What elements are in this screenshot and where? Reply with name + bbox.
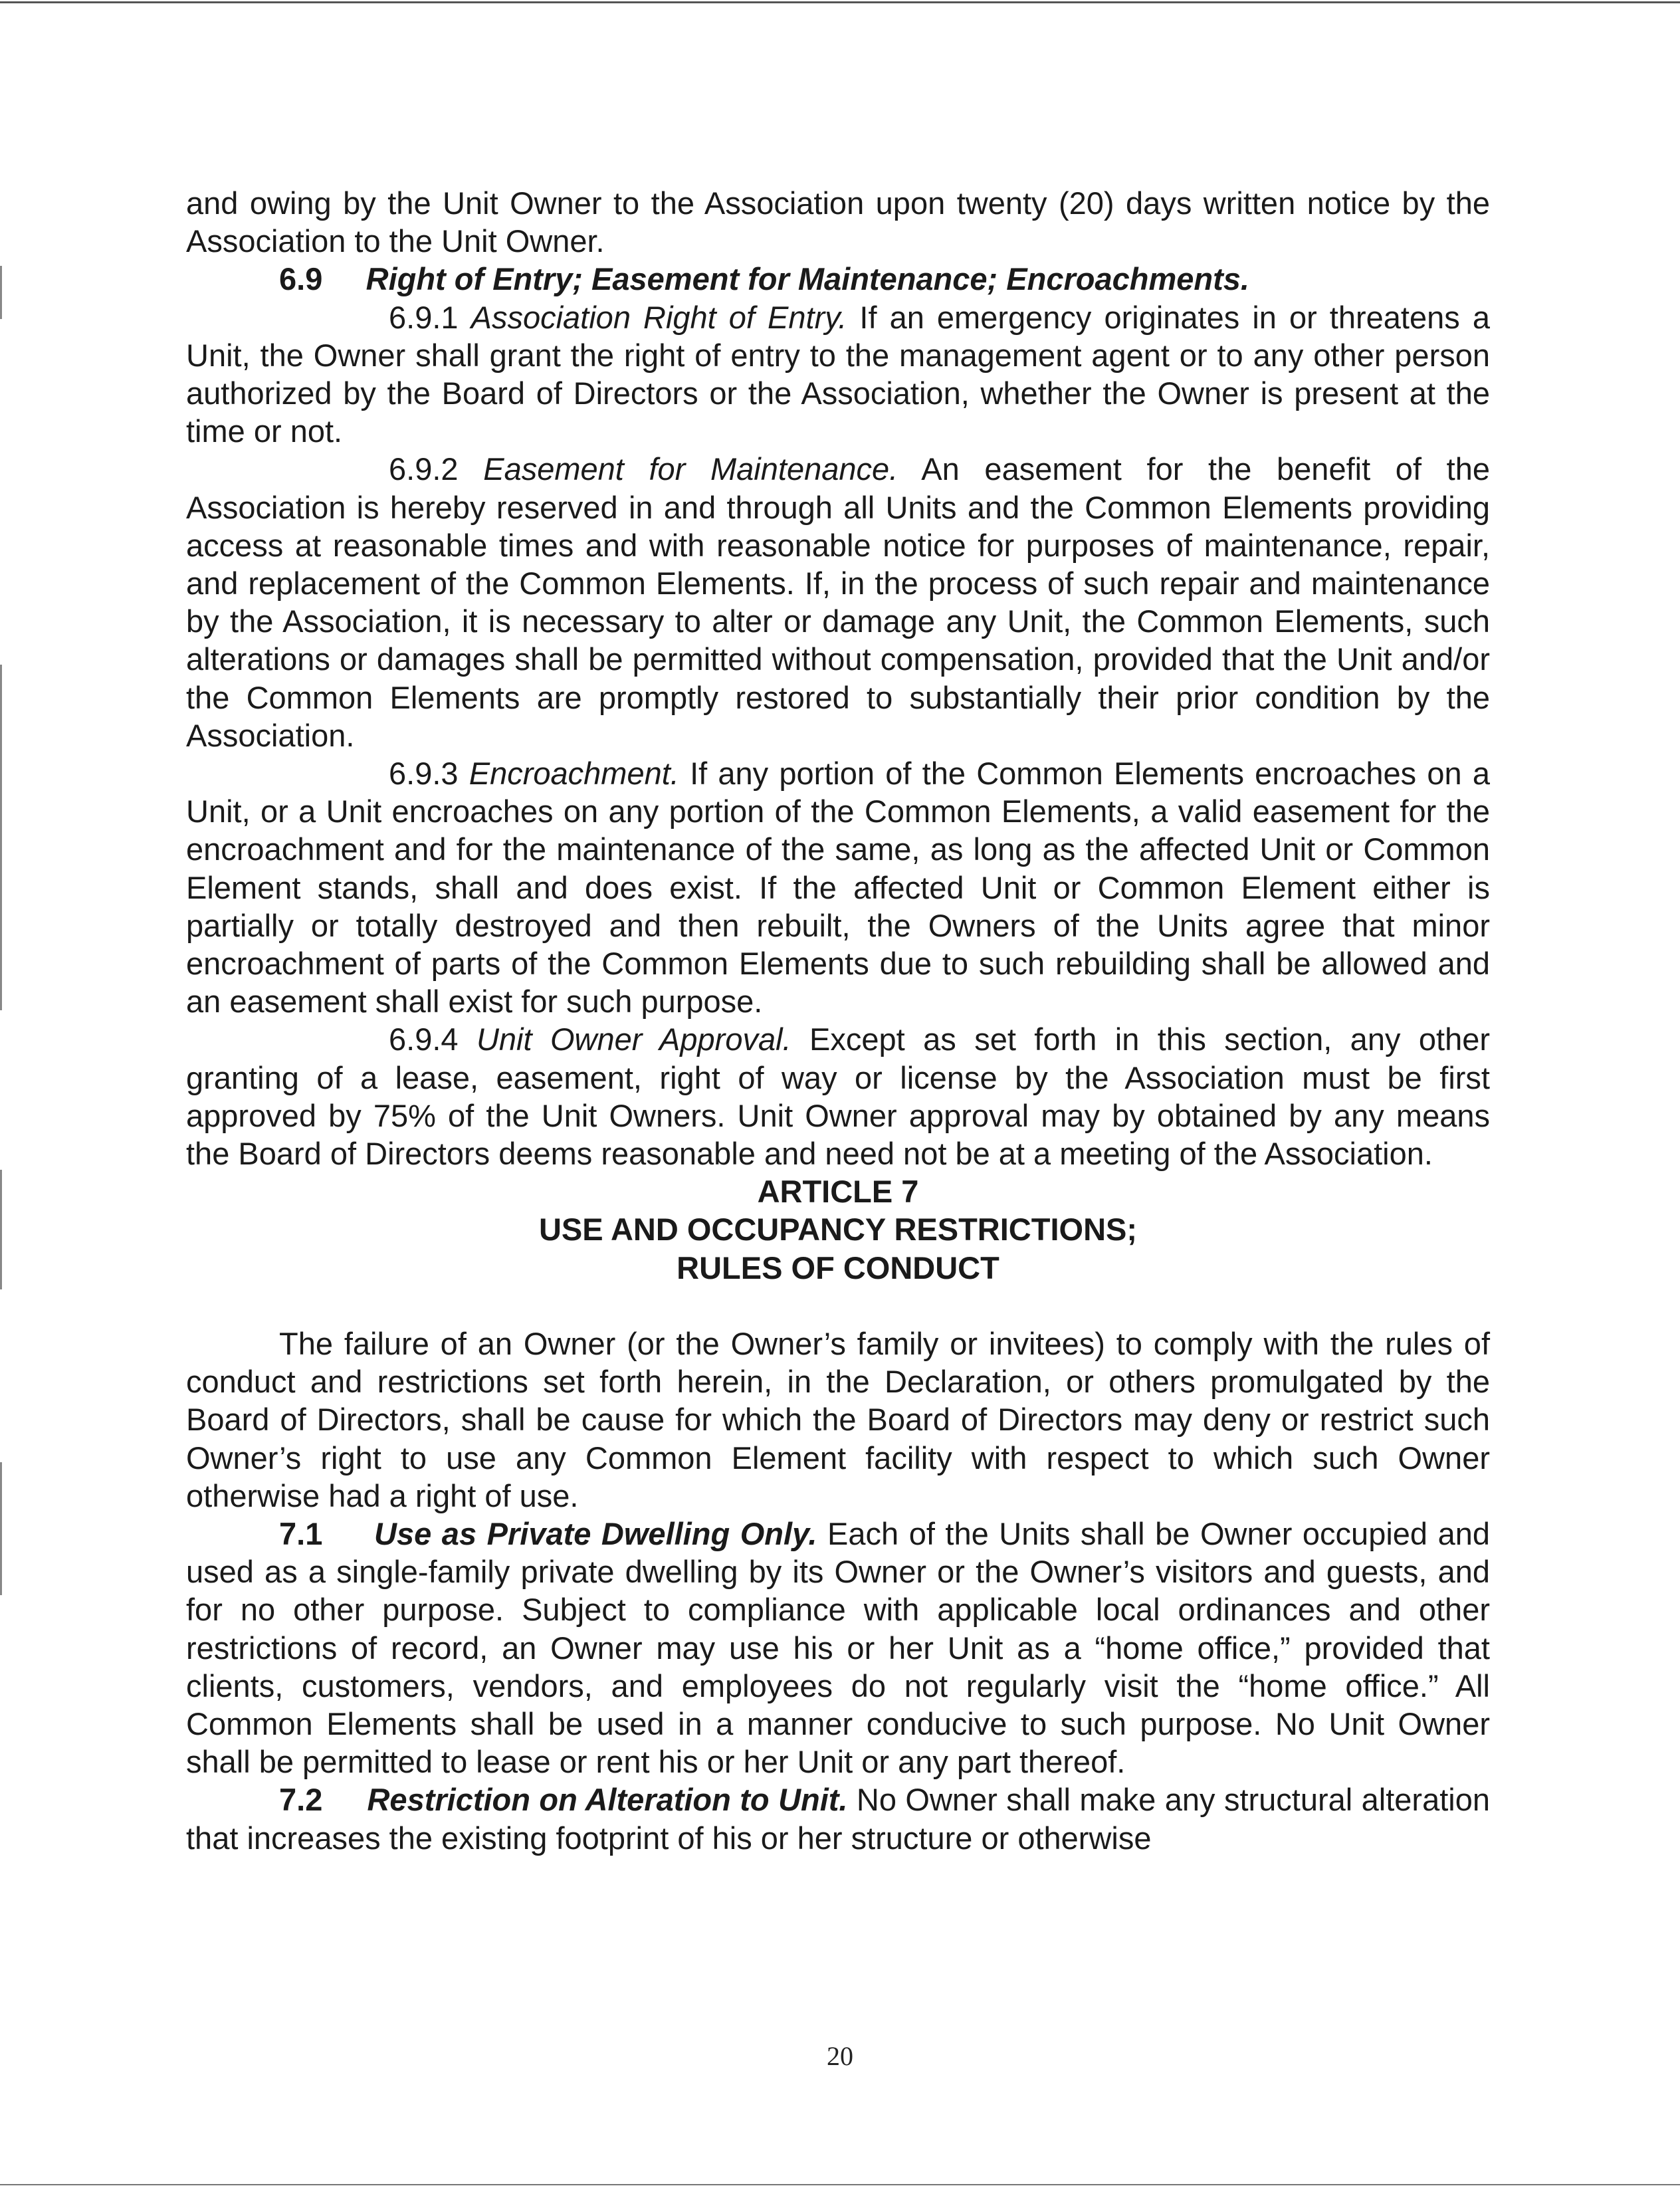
- page-number: 20: [827, 2041, 853, 2071]
- subsection-title: Easement for Maintenance.: [483, 451, 898, 487]
- spacer: [186, 1287, 1490, 1325]
- section-6-9-4: [186, 1020, 1490, 1172]
- subsection-text: An easement for the benefit of the Association is hereby reserved in and through all Units and the Common Elements providing access at reasonable times and with reasonable notice for purposes of maintenance, repair, and replacement of the Common Elements. If, in the process of such repair and maintenance by the Association, it is necessary to alter or damage any Unit, the Common Elements, such alterations or damages shall be permitted without compensation, provided that the Unit and/or the Common Elements are promptly restored to substantially their prior condition by the Association.: [186, 451, 1491, 753]
- article-intro-paragraph: The failure of an Owner (or the Owner’s family or invitees) to comply with the rules of conduct and restrictions set forth herein, in the Declaration, or others promulgated by the Board of Directors, shall be cause for which the Board of Directors may deny or restrict such Owner’s right to use any Common Element facility with respect to which such Owner otherwise had a right of use.: [186, 1325, 1490, 1513]
- section-7-2: [186, 1781, 1490, 1856]
- section-6-9-2: [186, 450, 1490, 754]
- subsection-number: 6.9.1: [389, 299, 459, 335]
- article-heading: ARTICLE 7: [757, 1174, 919, 1210]
- subsection-title: Association Right of Entry.: [471, 299, 847, 335]
- article-title-line-1: USE AND OCCUPANCY RESTRICTIONS;: [538, 1212, 1138, 1248]
- subsection-title: Encroachment.: [469, 756, 679, 792]
- subsection-text: If an emergency originates in or threatens a Unit, the Owner shall grant the right of entry to the management agent or to any other person authorized by the Board of Directors or the Association, whether the Owner is present at the time or not.: [186, 299, 1490, 449]
- section-6-9-1: [186, 298, 1490, 451]
- scan-margin-mark: [0, 665, 2, 1010]
- document-body: [186, 184, 1490, 1857]
- subsection-title: Unit Owner Approval.: [476, 1022, 791, 1057]
- section-number: 7.2: [279, 1782, 323, 1818]
- section-title: Right of Entry; Easement for Maintenance; Encroachments.: [366, 261, 1249, 297]
- section-6-9-3: [186, 754, 1490, 1020]
- section-title: Use as Private Dwelling Only.: [374, 1515, 817, 1551]
- subsection-text: Except as set forth in this section, any other granting of a lease, easement, right of way or license by the Association must be first approved by 75% of the Unit Owners. Unit Owner approval may by obtained by any means the Board of Directors deems reasonable and need not be at a meeting of the Association.: [186, 1022, 1491, 1172]
- section-number: 6.9: [279, 261, 323, 297]
- scan-margin-mark: [0, 1170, 2, 1289]
- continued-paragraph: and owing by the Unit Owner to the Association upon twenty (20) days written notice by the Association to the Unit Owner.: [186, 185, 1490, 259]
- section-number: 7.1: [279, 1515, 323, 1551]
- section-text: Each of the Units shall be Owner occupied and used as a single-family private dwelling by its Owner or the Owner’s visitors and guests, and for no other purpose. Subject to compliance with applicable local ordinances and other restrictions of record, an Owner may use his or her Unit as a “home office,” provided that clients, customers, vendors, and employees do not regularly visit the “home office.” All Common Elements shall be used in a manner conducive to such purpose. No Unit Owner shall be permitted to lease or rent his or her Unit or any part thereof.: [186, 1515, 1491, 1780]
- subsection-number: 6.9.4: [389, 1022, 459, 1057]
- article-title-line-2: RULES OF CONDUCT: [677, 1250, 999, 1285]
- scan-bottom-edge: [0, 2184, 1680, 2185]
- subsection-number: 6.9.3: [389, 756, 459, 792]
- section-text: No Owner shall make any structural alteration that increases the existing footprint of his or her structure or otherwise: [186, 1782, 1490, 1856]
- section-title: Restriction on Alteration to Unit.: [367, 1782, 848, 1818]
- scan-margin-mark: [0, 266, 2, 319]
- subsection-text: If any portion of the Common Elements encroaches on a Unit, or a Unit encroaches on any portion of the Common Elements, a valid easement for the encroachment and for the maintenance of the same, as long as the affected Unit or Common Element stands, shall and does exist. If the affected Unit or Common Element either is partially or totally destroyed and then rebuilt, the Owners of the Units agree that minor encroachment of parts of the Common Elements due to such rebuilding shall be allowed and an easement shall exist for such purpose.: [186, 756, 1490, 1020]
- scan-top-edge: [0, 1, 1680, 3]
- section-6-9-heading: [186, 260, 1490, 298]
- subsection-number: 6.9.2: [389, 451, 459, 487]
- section-7-1: [186, 1515, 1490, 1781]
- scan-margin-mark: [0, 1462, 2, 1595]
